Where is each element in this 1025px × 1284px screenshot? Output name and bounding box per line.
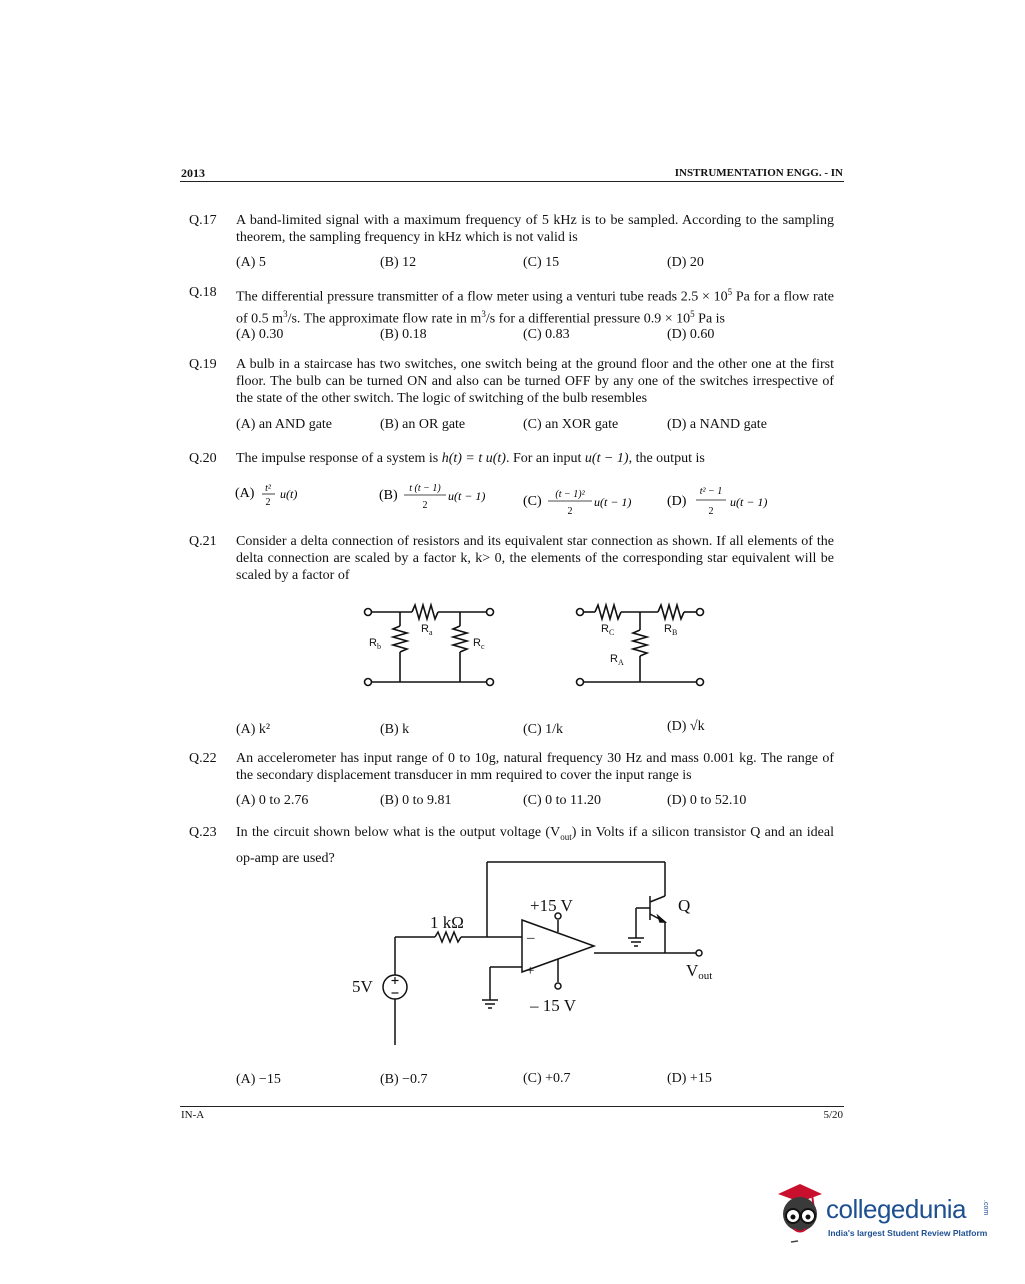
collegedunia-logo: [764, 1180, 1004, 1250]
option-b: (B) 12: [380, 255, 417, 270]
question-text: An accelerometer has input range of 0 to 10g, natural frequency 30 Hz and mass 0.001 kg. The range of the secondary displacement transducer in mm required to cover the input range is: [236, 751, 834, 783]
svg-text:2: 2: [265, 497, 271, 508]
label-ra: $R_a$: [421, 623, 433, 637]
brand-com: .com: [982, 1200, 989, 1216]
svg-text:(B): (B): [379, 488, 398, 503]
resistor-1k: [435, 932, 461, 942]
option-c: (C) 0 to 11.20: [523, 793, 602, 808]
option-a: (A) k²: [236, 722, 271, 737]
option-c: [523, 489, 631, 517]
option-c: (C) 1/k: [523, 722, 564, 737]
resistor-ra-star: [633, 630, 647, 656]
resistor-ra: [412, 605, 438, 619]
option-c: (C) an XOR gate: [523, 417, 619, 432]
option-b: (B) an OR gate: [380, 417, 466, 432]
label-rc-star: $R_C$: [601, 623, 615, 637]
label-rc: $R_c$: [473, 637, 485, 651]
option-d: (D) √k: [667, 719, 705, 734]
label-resistor: 1 kΩ: [430, 913, 464, 932]
option-b: (B) −0.7: [380, 1072, 428, 1087]
footer-left: IN-A: [181, 1109, 205, 1121]
svg-text:2: 2: [708, 506, 714, 517]
option-a: (A) 0 to 2.76: [236, 793, 309, 808]
option-d: (D) 0 to 52.10: [667, 793, 747, 808]
svg-text:(C): (C): [523, 494, 542, 509]
label-minus: –: [527, 930, 535, 946]
resistor-rb: [393, 626, 407, 652]
option-a: (A) −15: [236, 1072, 281, 1087]
opamp-circuit: [340, 860, 740, 1055]
svg-text:(D): (D): [667, 494, 687, 509]
q20-options: [230, 478, 790, 518]
svg-text:(A): (A): [235, 486, 255, 501]
resistor-rb-star: [658, 605, 684, 619]
resistor-rc: [453, 626, 467, 652]
label-rb: $R_b$: [369, 637, 381, 651]
question-number: Q.21: [189, 534, 217, 549]
label-supply-neg: – 15 V: [530, 996, 576, 1015]
option-a: (A) 0.30: [236, 327, 284, 342]
label-plus: +: [526, 963, 535, 979]
question-number: Q.17: [189, 213, 217, 228]
svg-text:(t − 1)²: (t − 1)²: [555, 489, 585, 500]
svg-text:u(t − 1): u(t − 1): [594, 495, 632, 509]
label-q: Q: [678, 896, 691, 915]
option-b: [379, 483, 485, 511]
label-ra-star: $R_A$: [610, 653, 624, 667]
header-rule: [180, 181, 844, 182]
svg-text:2: 2: [567, 506, 573, 517]
option-d: (D) 20: [667, 255, 704, 270]
question-text: In the circuit shown below what is the output voltage $(V_{out})$ in Volts if a silicon transistor Q and an ideal op-amp are used?: [236, 825, 834, 866]
option-d: (D) 0.60: [667, 327, 715, 342]
question-number: Q.22: [189, 751, 217, 766]
option-a: [235, 483, 297, 508]
question-text: A band-limited signal with a maximum frequency of 5 kHz is to be sampled. According to the sampling theorem, the sampling frequency in kHz which is not valid is: [236, 213, 834, 245]
option-c: (C) 0.83: [523, 327, 570, 342]
label-supply-pos: +15 V: [530, 896, 573, 915]
svg-text:t (t − 1): t (t − 1): [409, 483, 441, 494]
brand-name: collegedunia: [826, 1194, 967, 1224]
option-b: (B) k: [380, 722, 410, 737]
question-text: The differential pressure transmitter of a flow meter using a venturi tube reads $2.5 \times 10^5$ Pa for a flow rate of 0.5 $m^3/s$. The approximate flow rate in $m^3/s$ for a differential pressure $0.9 \times 10^5$ Pa is: [236, 287, 834, 327]
svg-text:2: 2: [422, 500, 428, 511]
footer-rule: [180, 1106, 844, 1107]
delta-star-figure: [355, 596, 725, 696]
question-text: The impulse response of a system is h(t) = t u(t). For an input u(t − 1), the output is: [236, 451, 705, 466]
option-c: (C) +0.7: [523, 1071, 571, 1086]
svg-text:t²: t²: [265, 483, 271, 494]
option-d: (D) a NAND gate: [667, 417, 767, 432]
option-b: (B) 0 to 9.81: [380, 793, 452, 808]
brand-tagline: India's largest Student Review Platform: [828, 1228, 988, 1238]
question-number: Q.20: [189, 451, 217, 466]
option-a: (A) 5: [236, 255, 266, 270]
footer-right: 5/20: [823, 1109, 843, 1121]
svg-text:t² − 1: t² − 1: [699, 486, 723, 497]
svg-text:u(t − 1): u(t − 1): [448, 489, 486, 503]
question-number: Q.19: [189, 357, 217, 372]
label-rb-star: $R_B$: [664, 623, 678, 637]
label-source: 5V: [352, 977, 373, 996]
question-number: Q.18: [189, 285, 217, 300]
question-text: A bulb in a staircase has two switches, one switch being at the ground floor and the other one at the first floor. The bulb can be turned ON and also can be turned OFF by any one of the switches irrespective of the state of the other switch. The logic of switching of the bulb resembles: [236, 357, 834, 406]
option-b: (B) 0.18: [380, 327, 427, 342]
svg-text:u(t): u(t): [280, 487, 298, 501]
mascot-icon: [764, 1180, 828, 1250]
svg-text:u(t − 1): u(t − 1): [730, 495, 768, 509]
resistor-rc-star: [595, 605, 621, 619]
star-network: [577, 605, 704, 686]
header-subject: INSTRUMENTATION ENGG. - IN: [674, 167, 843, 179]
option-a: (A) an AND gate: [236, 417, 333, 432]
option-d: (D) +15: [667, 1071, 712, 1086]
question-number: Q.23: [189, 825, 217, 840]
question-text: Consider a delta connection of resistors and its equivalent star connection as shown. If all elements of the delta connection are scaled by a factor k, k> 0, the elements of the corresponding star equivalent will be scaled by a factor of: [236, 534, 834, 583]
transistor-q: [628, 862, 665, 953]
header-year: 2013: [181, 166, 205, 180]
option-c: (C) 15: [523, 255, 560, 270]
label-vout: Vout: [686, 961, 713, 982]
option-d: [667, 486, 767, 517]
